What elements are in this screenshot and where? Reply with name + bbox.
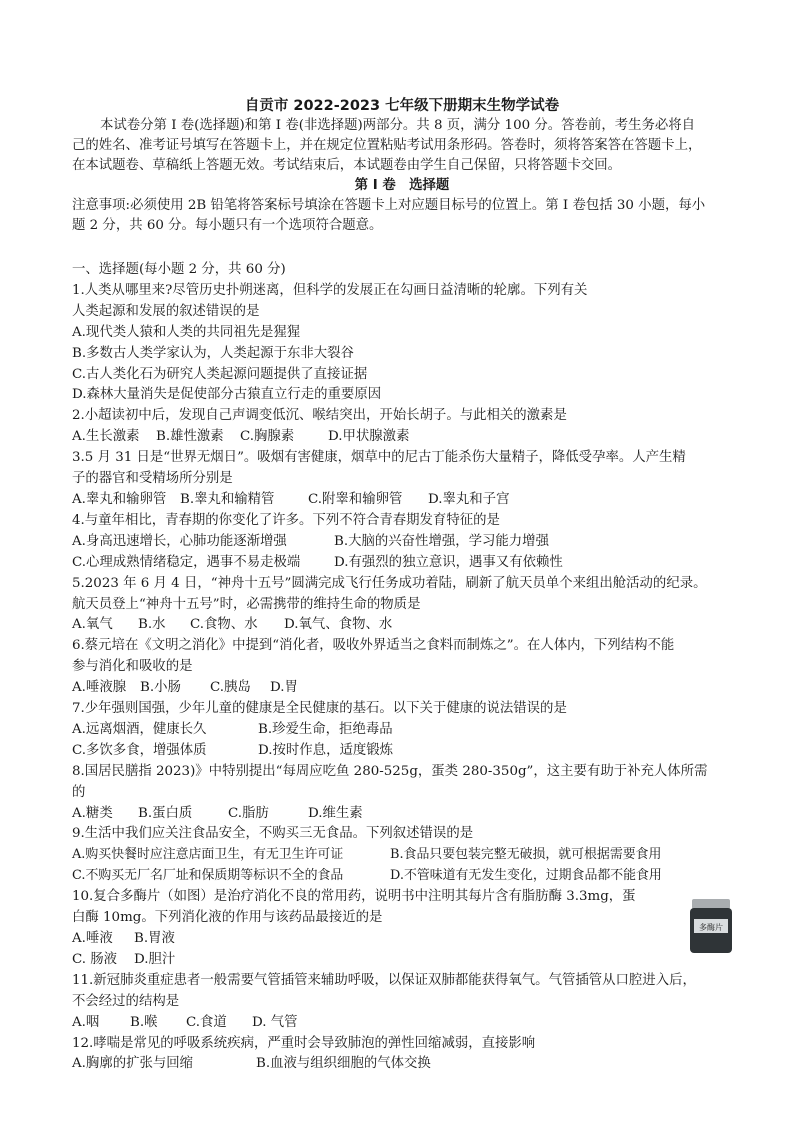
question-10 — [72, 887, 732, 971]
question-1-option-a: A.现代类人猿和人类的共同祖先是猩猩 — [72, 324, 301, 340]
question-6-stem: 6.蔡元培在《文明之消化》中提到“消化者，吸收外界适当之食料而制炼之”。在人体内，下列结构不能 — [72, 638, 675, 654]
question-4-option-b: B.大脑的兴奋性增强，学习能力增强 — [334, 533, 549, 549]
question-3-stem-cont: 子的器官和受精场所分别是 — [72, 471, 233, 487]
question-9-options-ab — [72, 845, 732, 866]
question-7-options-ab — [72, 720, 732, 741]
question-7-option-c: C.多饮多食，增强体质 — [72, 742, 207, 758]
question-1-stem: 1.人类从哪里来?尽管历史扑朔迷离，但科学的发展正在勾画日益清晰的轮廓。下列有关 — [72, 282, 588, 298]
question-5-option-a: A.氧气 — [72, 617, 113, 633]
question-2-option-b: B.雄性激素 — [156, 429, 224, 445]
question-6-option-d: D.胃 — [270, 680, 298, 696]
question-5-stem: 5.2023 年 6 月 4 日，“神舟十五号”圆满完成飞行任务成功着陆，刷新了航天员单个来组出舱活动的纪录。 — [72, 575, 707, 591]
question-2-options — [72, 427, 732, 448]
question-6-stem-cont: 参与消化和吸收的是 — [72, 659, 193, 675]
section-heading: 一、选择题(每小题 2 分，共 60 分) — [72, 262, 286, 277]
question-7-option-a: A.远离烟酒，健康长久 — [72, 721, 207, 737]
question-10-options-ab — [72, 929, 732, 950]
question-5-options — [72, 615, 732, 636]
question-3-stem: 3.5 月 31 日是“世界无烟日”。吸烟有害健康，烟草中的尼古丁能杀伤大量精子，降低受孕率。人产生精 — [72, 450, 686, 466]
question-4-options-cd — [72, 553, 732, 574]
question-12-stem: 12.哮喘是常见的呼吸系统疾病，严重时会导致肺泡的弹性回缩减弱，直接影响 — [72, 1035, 536, 1051]
question-6-option-a: A.唾液腺 — [72, 680, 127, 696]
question-8-options — [72, 804, 732, 825]
question-4-option-c: C.心理成熟情绪稳定，遇事不易走极端 — [72, 554, 301, 570]
question-9-options-cd — [72, 866, 732, 887]
bottle-label-text: 多酶片 — [699, 923, 723, 933]
question-12-option-a: A.胸廓的扩张与回缩 — [72, 1056, 194, 1072]
question-11-option-a: A.咽 — [72, 1014, 100, 1030]
question-3-option-d: D.睾丸和子宫 — [428, 491, 510, 507]
question-5-option-c: C.食物、水 — [190, 617, 258, 633]
question-5-option-d: D.氧气、食物、水 — [284, 617, 393, 633]
intro-line-1: 本试卷分第 I 卷(选择题)和第 I 卷(非选择题)两部分。共 8 页，满分 100 分。答卷前，考生务必将自 — [100, 118, 696, 133]
spacer — [72, 236, 732, 260]
question-11-options — [72, 1013, 732, 1034]
question-7-options-cd — [72, 741, 732, 762]
bottle-cap — [692, 899, 730, 909]
question-7-option-d: D.按时作息，适度锻炼 — [258, 742, 394, 758]
notice-line-1: 注意事项:必须使用 2B 铅笔将答案标号填涂在答题卡上对应题目标号的位置上。第 I 卷包括 30 小题，每小 — [72, 198, 706, 213]
question-10-stem: 10.复合多酶片（如图）是治疗消化不良的常用药，说明书中注明其每片含有脂肪酶 3.3mg，蛋 — [72, 889, 636, 905]
question-2-option-c: C.胸腺素 — [240, 429, 295, 445]
question-9-option-b: B.食品只要包装完整无破损，就可根据需要食用 — [390, 847, 662, 863]
question-4-option-a: A.身高迅速增长，心肺功能逐渐增强 — [72, 533, 287, 549]
question-12-option-b: B.血液与组织细胞的气体交换 — [256, 1056, 431, 1072]
question-3-option-c: C.附睾和输卵管 — [308, 491, 403, 507]
intro-line-3: 在本试题卷、草稿纸上答题无效。考试结束后，本试题卷由学生自己保留，只将答题卡交回。 — [72, 158, 622, 173]
question-8-option-d: D.维生素 — [308, 805, 363, 821]
exam-page — [72, 96, 732, 1075]
question-11-stem-cont: 不会经过的结构是 — [72, 993, 180, 1009]
question-10-option-a: A.唾液 — [72, 931, 113, 946]
question-12-options-ab — [72, 1054, 732, 1075]
question-1-stem-cont: 人类起源和发展的叙述错误的是 — [72, 303, 260, 319]
question-8-option-b: B.蛋白质 — [138, 805, 193, 821]
part1-title: 第 I 卷 选择题 — [354, 178, 450, 193]
question-11-stem: 11.新冠肺炎重症患者一般需要气管插管来辅助呼吸，以保证双肺都能获得氧气。气管插管从口腔进入后， — [72, 972, 696, 988]
question-11-option-b: B.喉 — [130, 1014, 158, 1030]
question-7-stem: 7.少年强则国强，少年儿童的健康是全民健康的基石。以下关于健康的说法错误的是 — [72, 701, 567, 717]
question-2-option-a: A.生长激素 — [72, 429, 140, 445]
question-9-option-c: C.不购买无厂名厂址和保质期等标识不全的食品 — [72, 868, 344, 884]
question-10-option-d: D.胆汁 — [134, 951, 176, 967]
question-4-options-ab — [72, 532, 732, 553]
question-4-option-d: D.有强烈的独立意识，遇事又有依赖性 — [334, 554, 563, 570]
question-3-option-b: B.睾丸和输精管 — [180, 491, 275, 507]
question-9-option-a: A.购买快餐时应注意店面卫生，有无卫生许可证 — [72, 847, 344, 863]
question-6-option-b: B.小肠 — [140, 680, 181, 696]
question-3-option-a: A.睾丸和输卵管 — [72, 491, 167, 507]
question-11-option-c: C.食道 — [186, 1014, 227, 1030]
intro-line-2: 己的姓名、准考证号填写在答题卡上，并在规定位置粘贴考试用条形码。答卷时，须将答案答在答题卡上， — [72, 138, 702, 153]
exam-title: 自贡市 2022-2023 七年级下册期末生物学试卷 — [244, 98, 560, 114]
question-1-option-c: C.古人类化石为研究人类起源问题提供了直接证据 — [72, 366, 368, 382]
question-2-stem: 2.小超读初中后，发现自己声调变低沉、喉结突出，开始长胡子。与此相关的激素是 — [72, 408, 567, 424]
question-10-stem-cont: 白酶 10mg。下列消化液的作用与该药品最接近的是 — [72, 910, 383, 926]
question-10-options-cd — [72, 950, 732, 971]
question-1-option-d: D.森林大量消失是促使部分古猿直立行走的重要原因 — [72, 387, 382, 403]
question-7-option-b: B.珍爱生命，拒绝毒品 — [258, 721, 393, 737]
question-3-options — [72, 490, 732, 511]
medicine-bottle-image — [688, 897, 734, 955]
question-2-option-d: D.甲状腺激素 — [328, 429, 410, 445]
question-4-stem: 4.与童年相比，青春期的你变化了许多。下列不符合青春期发育特征的是 — [72, 512, 500, 528]
question-8-option-c: C.脂肪 — [228, 805, 269, 821]
question-8-stem: 8.国居民膳指 2023)》中特别提出“每周应吃鱼 280-525g，蛋类 280-350g”，这主要有助于补充人体所需 — [72, 763, 708, 779]
question-9-stem: 9.生活中我们应关注食品安全，不购买三无食品。下列叙述错误的是 — [72, 826, 474, 842]
question-5-option-b: B.水 — [138, 617, 166, 633]
question-1-option-b: B.多数古人类学家认为，人类起源于东非大裂谷 — [72, 345, 354, 361]
question-6-option-c: C.胰岛 — [210, 680, 251, 696]
question-11-option-d: D. 气管 — [252, 1014, 298, 1030]
question-6-options — [72, 678, 732, 699]
notice-line-2: 题 2 分，共 60 分。每小题只有一个选项符合题意。 — [72, 218, 383, 233]
question-9-option-d: D.不管味道有无发生变化，过期食品都不能食用 — [390, 868, 662, 884]
question-8-option-a: A.糖类 — [72, 805, 113, 821]
question-10-option-c: C. 肠液 — [72, 951, 118, 967]
question-5-stem-cont: 航天员登上“神舟十五号”时，必需携带的维持生命的物质是 — [72, 596, 421, 612]
question-10-option-b: B.胃液 — [134, 931, 175, 946]
question-8-stem-cont: 的 — [72, 784, 86, 800]
